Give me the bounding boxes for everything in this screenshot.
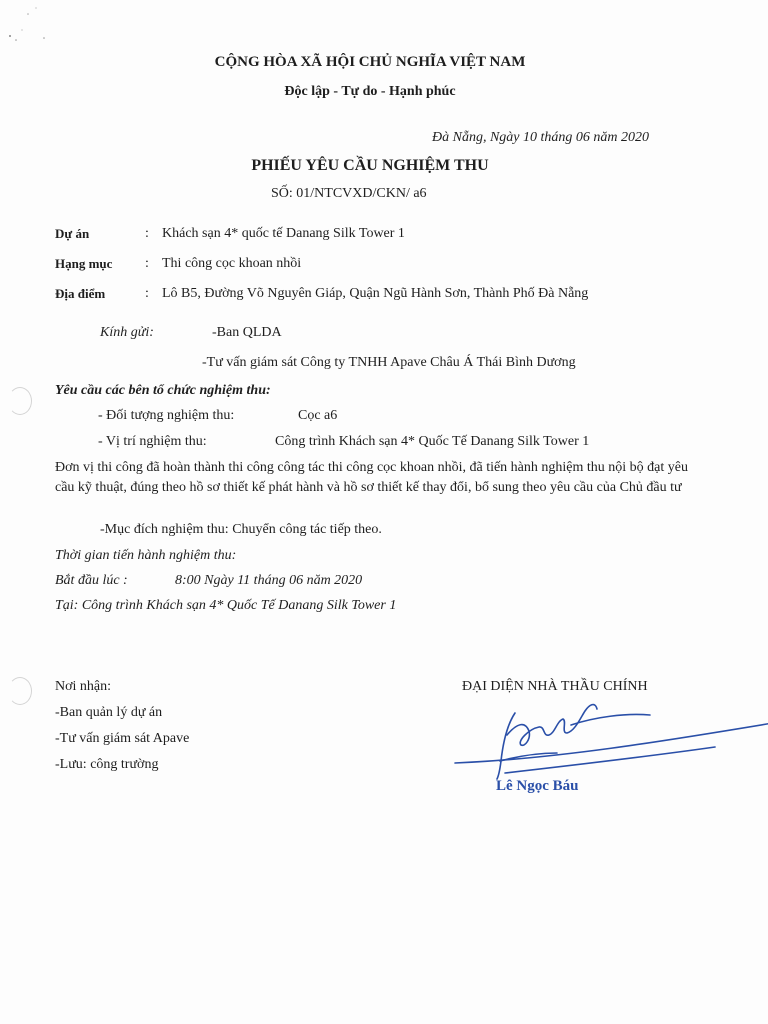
signer-name: Lê Ngọc Báu <box>496 778 579 794</box>
scan-specks <box>0 0 60 50</box>
national-motto: Độc lập - Tự do - Hạnh phúc <box>284 84 456 99</box>
distribution-item: -Ban quản lý dự án <box>55 705 163 720</box>
distribution-item: -Lưu: công trường <box>55 757 159 772</box>
schedule-heading: Thời gian tiến hành nghiệm thu: <box>55 548 237 563</box>
document-number: SỐ: 01/NTCVXD/CKN/ a6 <box>271 186 427 201</box>
info-sep-location: : <box>145 286 149 301</box>
punch-hole-top <box>8 387 32 415</box>
recipient-item: -Ban QLDA <box>212 325 282 340</box>
info-label-category: Hạng mục <box>55 256 113 271</box>
info-label-location: Địa điểm <box>55 286 106 301</box>
request-heading: Yêu cầu các bên tổ chức nghiệm thu: <box>55 383 271 398</box>
schedule-start-label: Bắt đầu lúc : <box>55 573 128 588</box>
info-sep-project: : <box>145 226 149 241</box>
recipients-label: Kính gửi: <box>100 325 154 340</box>
document-title: PHIẾU YÊU CẦU NGHIỆM THU <box>251 157 489 174</box>
request-location-value: Công trình Khách sạn 4* Quốc Tế Danang Silk Tower 1 <box>275 434 590 449</box>
request-location-label: - Vị trí nghiệm thu: <box>98 434 207 449</box>
national-title: CỘNG HÒA XÃ HỘI CHỦ NGHĨA VIỆT NAM <box>214 54 526 70</box>
request-purpose: -Mục đích nghiệm thu: Chuyển công tác tiếp theo. <box>100 522 382 537</box>
request-object-label: - Đối tượng nghiệm thu: <box>98 408 235 423</box>
info-sep-category: : <box>145 256 149 271</box>
info-label-project: Dự án <box>55 226 90 241</box>
distribution-item: -Tư vấn giám sát Apave <box>55 731 190 746</box>
handwritten-signature <box>445 695 768 785</box>
schedule-place: Tại: Công trình Khách sạn 4* Quốc Tế Danang Silk Tower 1 <box>55 598 397 613</box>
info-value-location: Lô B5, Đường Võ Nguyên Giáp, Quận Ngũ Hành Sơn, Thành Phố Đà Nẵng <box>162 286 589 301</box>
info-value-category: Thi công cọc khoan nhồi <box>162 256 302 271</box>
request-body: Đơn vị thi công đã hoàn thành thi công công tác thi công cọc khoan nhồi, đã tiến hành nghiệm thu nội bộ đạt yêu cầu kỹ thuật, đúng theo hồ sơ thiết kế phát hành và hồ sơ thiết kế thay đổi, bổ sung theo yêu cầu của Chủ đầu tư <box>55 460 688 495</box>
punch-hole-bottom <box>8 677 32 705</box>
signature-role: ĐẠI DIỆN NHÀ THẦU CHÍNH <box>462 679 648 694</box>
schedule-start-value: 8:00 Ngày 11 tháng 06 năm 2020 <box>175 573 363 588</box>
request-object-value: Cọc a6 <box>298 408 338 423</box>
info-value-project: Khách sạn 4* quốc tế Danang Silk Tower 1 <box>162 226 405 241</box>
recipient-item: -Tư vấn giám sát Công ty TNHH Apave Châu Á Thái Bình Dương <box>202 355 576 370</box>
distribution-label: Nơi nhận: <box>55 679 112 694</box>
place-date: Đà Nẵng, Ngày 10 tháng 06 năm 2020 <box>432 130 649 145</box>
